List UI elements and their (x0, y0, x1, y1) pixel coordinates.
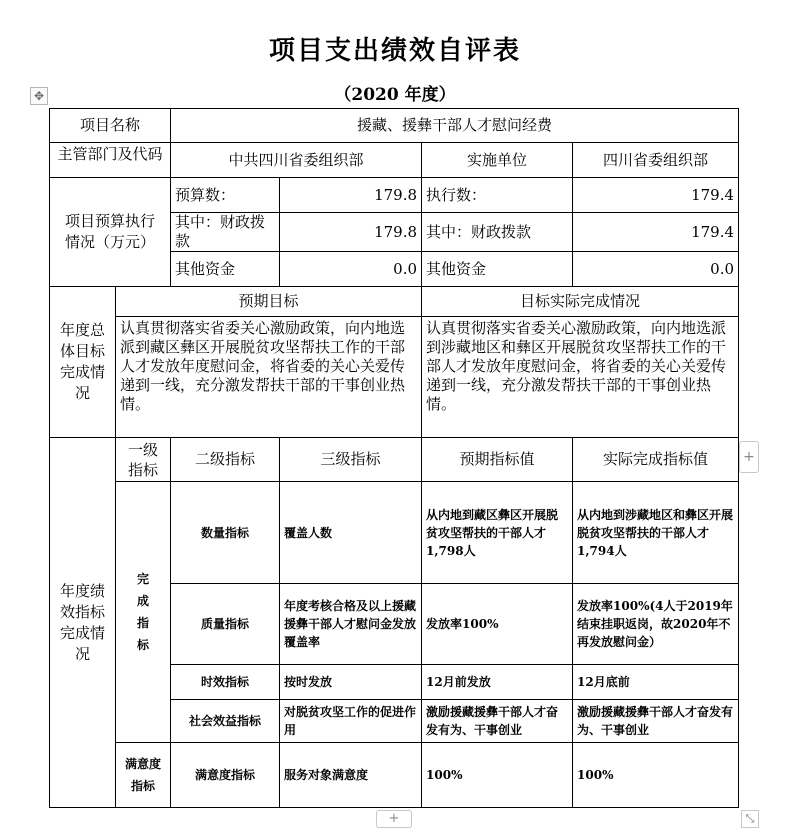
actual-goal-text[interactable]: 认真贯彻落实省委关心激励政策，向内地选派到涉藏地区和彝区开展脱贫攻坚帮扶工作的干部人才发放年度慰问金，将省委的关心关爱传递到一线，充分激发帮扶干部的干事创业热情。 (422, 317, 739, 438)
indicator-row-level2: 满意度指标 (171, 743, 280, 808)
indicator-row-actual[interactable]: 从内地到涉藏地区和彝区开展脱贫攻坚帮扶的干部人才1,794人 (573, 482, 739, 584)
table-resize-icon[interactable]: ⤡ (741, 810, 759, 828)
actual-value-header: 实际完成指标值 (573, 438, 739, 482)
level1-header: 一级指标 (116, 438, 171, 482)
indicator-row-level3: 覆盖人数 (280, 482, 422, 584)
project-name-value[interactable]: 援藏、援彝干部人才慰问经费 (171, 109, 739, 143)
dept-label: 主管部门及代码 (50, 143, 171, 178)
indicator-row-expected[interactable]: 激励援藏援彝干部人才奋发有为、干事创业 (422, 700, 573, 743)
other-budget-label: 其他资金 (171, 252, 280, 287)
page-subtitle: （2020 年度） (334, 85, 456, 105)
other-exec-value[interactable]: 0.0 (573, 252, 739, 287)
level2-header: 二级指标 (171, 438, 280, 482)
page-title: 项目支出绩效自评表 (268, 36, 521, 66)
impl-unit-label: 实施单位 (422, 143, 573, 178)
indicator-row-actual[interactable]: 12月底前 (573, 665, 739, 700)
indicator-row-level3: 对脱贫攻坚工作的促进作用 (280, 700, 422, 743)
indicator-row-actual[interactable]: 发放率100%(4人于2019年结束挂职返岗，故2020年不再发放慰问金） (573, 584, 739, 665)
indicator-row-level3: 年度考核合格及以上援藏援彝干部人才慰问金发放覆盖率 (280, 584, 422, 665)
indicator-row-actual[interactable]: 100% (573, 743, 739, 808)
expected-goal-header: 预期目标 (116, 287, 422, 317)
indicator-row-level2: 时效指标 (171, 665, 280, 700)
budget-value[interactable]: 179.8 (280, 178, 422, 213)
fin-budget-value[interactable]: 179.8 (280, 213, 422, 252)
budget-section-label: 项目预算执行情况（万元） (50, 178, 171, 287)
indicator-row-actual[interactable]: 激励援藏援彝干部人才奋发有为、干事创业 (573, 700, 739, 743)
satisfaction-indicator-group: 满意度指标 (116, 743, 171, 808)
indicator-row-expected[interactable]: 从内地到藏区彝区开展脱贫攻坚帮扶的干部人才1,798人 (422, 482, 573, 584)
goals-section-label: 年度总体目标完成情况 (50, 287, 116, 438)
project-name-label: 项目名称 (50, 109, 171, 143)
expected-goal-text[interactable]: 认真贯彻落实省委关心激励政策，向内地选派到藏区彝区开展脱贫攻坚帮扶工作的干部人才发放年度慰问金，将省委的关心关爱传递到一线，充分激发帮扶干部的干事创业热情。 (116, 317, 422, 438)
fin-budget-label: 其中：财政拨款 (171, 213, 280, 252)
fin-exec-value[interactable]: 179.4 (573, 213, 739, 252)
indicator-row-expected[interactable]: 100% (422, 743, 573, 808)
add-row-button[interactable]: + (376, 810, 412, 828)
indicator-row-expected[interactable]: 发放率100% (422, 584, 573, 665)
expected-value-header: 预期指标值 (422, 438, 573, 482)
table-move-icon[interactable]: ✥ (30, 87, 48, 105)
indicator-row-level3: 服务对象满意度 (280, 743, 422, 808)
performance-table (49, 108, 739, 808)
exec-value[interactable]: 179.4 (573, 178, 739, 213)
impl-unit-value[interactable]: 四川省委组织部 (573, 143, 739, 178)
exec-label: 执行数： (422, 178, 573, 213)
budget-label: 预算数： (171, 178, 280, 213)
indicator-row-expected[interactable]: 12月前发放 (422, 665, 573, 700)
indicator-row-level2: 数量指标 (171, 482, 280, 584)
dept-value[interactable]: 中共四川省委组织部 (171, 143, 422, 178)
indicators-section-label: 年度绩效指标完成情况 (50, 438, 116, 808)
indicator-row-level2: 社会效益指标 (171, 700, 280, 743)
other-budget-value[interactable]: 0.0 (280, 252, 422, 287)
level3-header: 三级指标 (280, 438, 422, 482)
fin-exec-label: 其中：财政拨款 (422, 213, 573, 252)
other-exec-label: 其他资金 (422, 252, 573, 287)
indicator-row-level3: 按时发放 (280, 665, 422, 700)
indicator-row-level2: 质量指标 (171, 584, 280, 665)
add-column-button[interactable]: + (739, 441, 759, 473)
actual-goal-header: 目标实际完成情况 (422, 287, 739, 317)
completion-indicator-group: 完成指标 (116, 482, 171, 743)
